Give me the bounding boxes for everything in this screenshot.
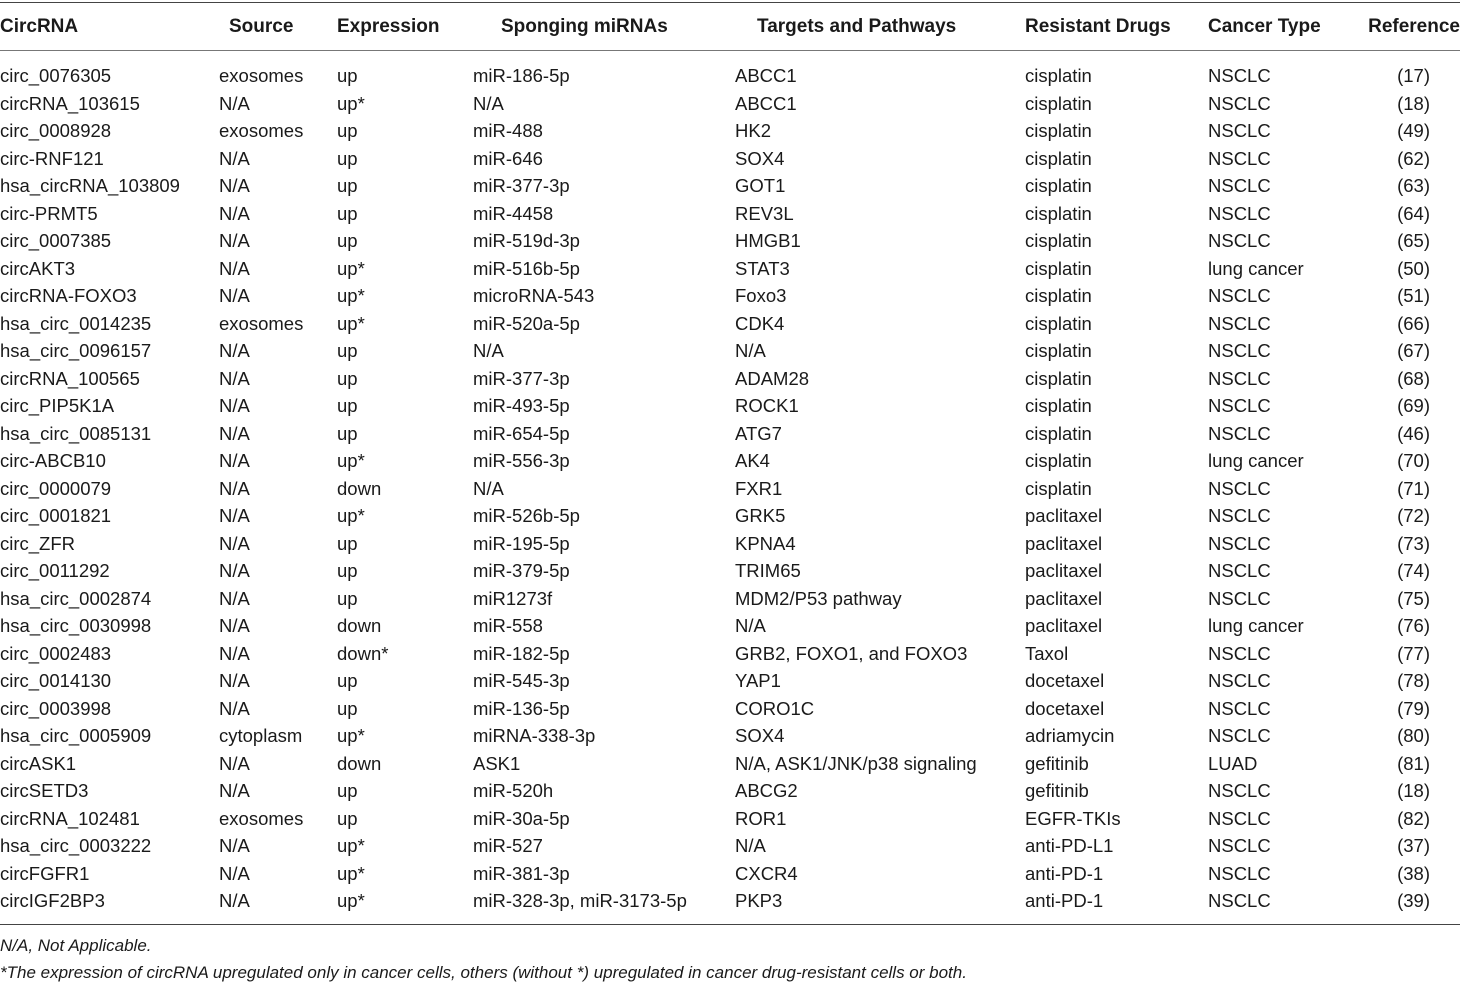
cell-reference: (81) xyxy=(1397,752,1430,774)
cell-reference: (68) xyxy=(1397,367,1430,389)
header-source: Source xyxy=(229,16,294,37)
cell-sponging-mirnas: miR-654-5p xyxy=(473,422,570,444)
cell-cancer-type: NSCLC xyxy=(1208,175,1271,196)
table-row xyxy=(0,145,1460,173)
cell-sponging-mirnas: N/A xyxy=(473,477,504,499)
cell-targets-pathways: STAT3 xyxy=(735,257,790,279)
cell-sponging-mirnas: miR-527 xyxy=(473,835,543,856)
table-row xyxy=(0,282,1460,310)
cell-expression: up xyxy=(337,670,358,691)
cell-reference: (69) xyxy=(1397,395,1430,416)
cell-reference: (17) xyxy=(1397,65,1430,86)
cell-source: N/A xyxy=(219,450,250,471)
cell-source: N/A xyxy=(219,752,250,774)
header-sponging-mirnas: Sponging miRNAs xyxy=(501,16,668,37)
table-row xyxy=(0,172,1460,200)
cell-targets-pathways: FXR1 xyxy=(735,477,783,499)
cell-sponging-mirnas: miR-558 xyxy=(473,615,543,636)
header-expression: Expression xyxy=(337,16,440,37)
cell-source: N/A xyxy=(219,890,250,911)
cell-expression: up* xyxy=(337,257,365,279)
cell-cancer-type: lung cancer xyxy=(1208,450,1304,471)
cell-resistant-drugs: Taxol xyxy=(1025,642,1069,664)
cell-sponging-mirnas: miR-493-5p xyxy=(473,395,570,416)
circrna-resistance-table xyxy=(0,6,1460,915)
cell-expression: up xyxy=(337,780,358,801)
table-row xyxy=(0,612,1460,640)
cell-source: N/A xyxy=(219,340,250,361)
cell-circrna: hsa_circ_0030998 xyxy=(0,615,152,636)
cell-cancer-type: NSCLC xyxy=(1208,65,1271,86)
table-footnotes xyxy=(0,932,967,986)
cell-source: N/A xyxy=(219,670,250,691)
cell-reference: (18) xyxy=(1397,780,1430,801)
cell-sponging-mirnas: miRNA-338-3p xyxy=(473,725,596,746)
cell-circrna: hsa_circRNA_103809 xyxy=(0,175,180,196)
cell-circrna: circ_0076305 xyxy=(0,65,112,86)
cell-expression: up xyxy=(337,65,358,86)
cell-resistant-drugs: cisplatin xyxy=(1025,312,1092,334)
cell-targets-pathways: Foxo3 xyxy=(735,285,787,306)
cell-circrna: circAKT3 xyxy=(0,257,76,279)
cell-resistant-drugs: docetaxel xyxy=(1025,670,1105,691)
table-row xyxy=(0,805,1460,833)
table-row xyxy=(0,255,1460,283)
table-row xyxy=(0,585,1460,613)
cell-circrna: circSETD3 xyxy=(0,780,89,801)
cell-reference: (49) xyxy=(1397,120,1430,141)
table-row xyxy=(0,117,1460,145)
cell-resistant-drugs: cisplatin xyxy=(1025,257,1092,279)
cell-cancer-type: NSCLC xyxy=(1208,642,1271,664)
cell-resistant-drugs: cisplatin xyxy=(1025,450,1092,471)
cell-targets-pathways: ABCC1 xyxy=(735,65,797,86)
cell-targets-pathways: MDM2/P53 pathway xyxy=(735,587,902,609)
cell-expression: up* xyxy=(337,450,365,471)
cell-resistant-drugs: anti-PD-L1 xyxy=(1025,835,1114,856)
table-row xyxy=(0,640,1460,668)
cell-cancer-type: NSCLC xyxy=(1208,725,1271,746)
cell-source: N/A xyxy=(219,477,250,499)
cell-targets-pathways: GRK5 xyxy=(735,505,786,526)
cell-expression: up xyxy=(337,147,358,169)
cell-circrna: circ_0008928 xyxy=(0,120,112,141)
cell-targets-pathways: REV3L xyxy=(735,202,794,224)
table-row xyxy=(0,365,1460,393)
cell-resistant-drugs: paclitaxel xyxy=(1025,560,1103,581)
cell-targets-pathways: AK4 xyxy=(735,450,770,471)
cell-source: N/A xyxy=(219,257,250,279)
cell-sponging-mirnas: miR-377-3p xyxy=(473,175,570,196)
header-targets-pathways: Targets and Pathways xyxy=(757,16,957,37)
cell-cancer-type: NSCLC xyxy=(1208,120,1271,141)
cell-reference: (18) xyxy=(1397,92,1430,114)
cell-sponging-mirnas: miR-379-5p xyxy=(473,560,570,581)
cell-sponging-mirnas: miR-195-5p xyxy=(473,532,570,554)
cell-cancer-type: NSCLC xyxy=(1208,807,1271,829)
cell-resistant-drugs: paclitaxel xyxy=(1025,532,1103,554)
cell-reference: (72) xyxy=(1397,505,1430,526)
cell-cancer-type: NSCLC xyxy=(1208,780,1271,801)
cell-source: exosomes xyxy=(219,120,304,141)
cell-expression: up* xyxy=(337,862,365,884)
cell-sponging-mirnas: miR-136-5p xyxy=(473,697,570,719)
cell-resistant-drugs: EGFR-TKIs xyxy=(1025,807,1121,829)
cell-resistant-drugs: adriamycin xyxy=(1025,725,1115,746)
cell-sponging-mirnas: miR-545-3p xyxy=(473,670,570,691)
cell-sponging-mirnas: miR-377-3p xyxy=(473,367,570,389)
cell-source: N/A xyxy=(219,780,250,801)
cell-source: exosomes xyxy=(219,65,304,86)
cell-reference: (64) xyxy=(1397,202,1430,224)
cell-circrna: hsa_circ_0003222 xyxy=(0,835,152,856)
cell-sponging-mirnas: miR-381-3p xyxy=(473,862,570,884)
cell-circrna: hsa_circ_0096157 xyxy=(0,340,152,361)
cell-targets-pathways: N/A xyxy=(735,615,766,636)
cell-source: N/A xyxy=(219,532,250,554)
cell-source: exosomes xyxy=(219,807,304,829)
cell-sponging-mirnas: miR1273f xyxy=(473,587,553,609)
table-top-rule xyxy=(0,2,1460,3)
cell-circrna: circ-RNF121 xyxy=(0,147,104,169)
cell-circrna: circFGFR1 xyxy=(0,862,90,884)
cell-targets-pathways: PKP3 xyxy=(735,890,783,911)
cell-expression: down xyxy=(337,615,382,636)
cell-sponging-mirnas: miR-519d-3p xyxy=(473,230,580,251)
cell-expression: up* xyxy=(337,835,365,856)
cell-circrna: circ_0001821 xyxy=(0,505,112,526)
cell-circrna: circ-PRMT5 xyxy=(0,202,98,224)
cell-expression: up xyxy=(337,367,358,389)
cell-cancer-type: NSCLC xyxy=(1208,835,1271,856)
cell-source: N/A xyxy=(219,175,250,196)
cell-reference: (80) xyxy=(1397,725,1430,746)
cell-targets-pathways: ABCG2 xyxy=(735,780,798,801)
cell-targets-pathways: N/A xyxy=(735,340,766,361)
cell-expression: up xyxy=(337,587,358,609)
table-row xyxy=(0,557,1460,585)
cell-cancer-type: NSCLC xyxy=(1208,340,1271,361)
cell-circrna: circ-ABCB10 xyxy=(0,450,106,471)
cell-circrna: hsa_circ_0002874 xyxy=(0,587,152,609)
table-row xyxy=(0,48,1460,90)
cell-cancer-type: lung cancer xyxy=(1208,257,1304,279)
cell-cancer-type: NSCLC xyxy=(1208,312,1271,334)
cell-source: N/A xyxy=(219,615,250,636)
cell-source: N/A xyxy=(219,835,250,856)
cell-resistant-drugs: anti-PD-1 xyxy=(1025,862,1104,884)
cell-targets-pathways: SOX4 xyxy=(735,147,785,169)
cell-resistant-drugs: cisplatin xyxy=(1025,422,1092,444)
table-row xyxy=(0,90,1460,118)
cell-sponging-mirnas: miR-182-5p xyxy=(473,642,570,664)
table-row xyxy=(0,695,1460,723)
cell-expression: up xyxy=(337,175,358,196)
cell-expression: up* xyxy=(337,92,365,114)
cell-resistant-drugs: paclitaxel xyxy=(1025,615,1103,636)
cell-resistant-drugs: gefitinib xyxy=(1025,752,1089,774)
cell-expression: up* xyxy=(337,725,365,746)
cell-sponging-mirnas: miR-520a-5p xyxy=(473,312,580,334)
cell-circrna: circ_0003998 xyxy=(0,697,112,719)
cell-reference: (51) xyxy=(1397,285,1430,306)
cell-reference: (71) xyxy=(1397,477,1430,499)
cell-expression: down xyxy=(337,477,382,499)
cell-cancer-type: NSCLC xyxy=(1208,422,1271,444)
header-resistant-drugs: Resistant Drugs xyxy=(1025,16,1171,37)
cell-resistant-drugs: cisplatin xyxy=(1025,147,1092,169)
cell-reference: (73) xyxy=(1397,532,1430,554)
cell-reference: (37) xyxy=(1397,835,1430,856)
footnote-na: N/A, Not Applicable. xyxy=(0,936,152,955)
cell-expression: up xyxy=(337,230,358,251)
footnote-asterisk: *The expression of circRNA upregulated only in cancer cells, others (without *) upregulated in cancer drug-resistant cells or both. xyxy=(0,963,967,982)
cell-expression: up xyxy=(337,560,358,581)
cell-targets-pathways: ATG7 xyxy=(735,422,782,444)
cell-sponging-mirnas: miR-646 xyxy=(473,147,543,169)
cell-sponging-mirnas: microRNA-543 xyxy=(473,285,595,306)
cell-reference: (39) xyxy=(1397,890,1430,911)
cell-source: N/A xyxy=(219,202,250,224)
cell-cancer-type: NSCLC xyxy=(1208,285,1271,306)
cell-expression: up* xyxy=(337,285,365,306)
cell-expression: up* xyxy=(337,312,365,334)
cell-expression: up xyxy=(337,340,358,361)
cell-circrna: hsa_circ_0085131 xyxy=(0,422,152,444)
cell-resistant-drugs: gefitinib xyxy=(1025,780,1089,801)
cell-resistant-drugs: anti-PD-1 xyxy=(1025,890,1104,911)
cell-reference: (63) xyxy=(1397,175,1430,196)
cell-resistant-drugs: cisplatin xyxy=(1025,175,1092,196)
cell-source: cytoplasm xyxy=(219,725,303,746)
cell-cancer-type: NSCLC xyxy=(1208,477,1271,499)
cell-source: N/A xyxy=(219,230,250,251)
cell-source: N/A xyxy=(219,505,250,526)
cell-sponging-mirnas: N/A xyxy=(473,340,504,361)
table-row xyxy=(0,750,1460,778)
table-row xyxy=(0,310,1460,338)
table-row xyxy=(0,722,1460,750)
cell-reference: (67) xyxy=(1397,340,1430,361)
cell-reference: (62) xyxy=(1397,147,1430,169)
cell-sponging-mirnas: miR-488 xyxy=(473,120,543,141)
cell-reference: (66) xyxy=(1397,312,1430,334)
cell-expression: up xyxy=(337,697,358,719)
cell-targets-pathways: HMGB1 xyxy=(735,230,801,251)
cell-resistant-drugs: cisplatin xyxy=(1025,340,1092,361)
cell-resistant-drugs: cisplatin xyxy=(1025,395,1092,416)
table-row xyxy=(0,887,1460,915)
cell-targets-pathways: N/A xyxy=(735,835,766,856)
header-cancer-type: Cancer Type xyxy=(1208,16,1321,37)
cell-source: N/A xyxy=(219,367,250,389)
cell-source: N/A xyxy=(219,697,250,719)
cell-cancer-type: NSCLC xyxy=(1208,890,1271,911)
cell-sponging-mirnas: miR-328-3p, miR-3173-5p xyxy=(473,890,687,911)
table-row xyxy=(0,447,1460,475)
cell-reference: (50) xyxy=(1397,257,1430,279)
cell-expression: up* xyxy=(337,890,365,911)
cell-sponging-mirnas: ASK1 xyxy=(473,752,521,774)
cell-circrna: circ_PIP5K1A xyxy=(0,395,115,416)
cell-circrna: hsa_circ_0014235 xyxy=(0,312,152,334)
cell-source: N/A xyxy=(219,642,250,664)
cell-targets-pathways: ROR1 xyxy=(735,807,787,829)
cell-resistant-drugs: cisplatin xyxy=(1025,230,1092,251)
cell-expression: up xyxy=(337,395,358,416)
cell-expression: up xyxy=(337,532,358,554)
table-row xyxy=(0,227,1460,255)
cell-reference: (77) xyxy=(1397,642,1430,664)
cell-cancer-type: NSCLC xyxy=(1208,532,1271,554)
cell-source: N/A xyxy=(219,587,250,609)
header-reference: Reference xyxy=(1368,16,1460,37)
cell-resistant-drugs: cisplatin xyxy=(1025,92,1092,114)
header-circrna: CircRNA xyxy=(0,16,79,37)
cell-resistant-drugs: paclitaxel xyxy=(1025,505,1103,526)
cell-targets-pathways: HK2 xyxy=(735,120,771,141)
cell-cancer-type: NSCLC xyxy=(1208,202,1271,224)
cell-reference: (74) xyxy=(1397,560,1430,581)
cell-cancer-type: NSCLC xyxy=(1208,670,1271,691)
cell-source: exosomes xyxy=(219,312,304,334)
cell-circrna: circIGF2BP3 xyxy=(0,890,105,911)
cell-targets-pathways: ABCC1 xyxy=(735,92,797,114)
cell-cancer-type: NSCLC xyxy=(1208,505,1271,526)
cell-targets-pathways: ROCK1 xyxy=(735,395,799,416)
cell-resistant-drugs: paclitaxel xyxy=(1025,587,1103,609)
cell-expression: up xyxy=(337,202,358,224)
table-row xyxy=(0,200,1460,228)
cell-circrna: circASK1 xyxy=(0,752,77,774)
table-row xyxy=(0,832,1460,860)
cell-targets-pathways: N/A, ASK1/JNK/p38 signaling xyxy=(735,752,977,774)
cell-sponging-mirnas: miR-30a-5p xyxy=(473,807,570,829)
cell-sponging-mirnas: miR-520h xyxy=(473,780,554,801)
cell-reference: (75) xyxy=(1397,587,1430,609)
table-row xyxy=(0,337,1460,365)
cell-resistant-drugs: cisplatin xyxy=(1025,65,1092,86)
cell-source: N/A xyxy=(219,147,250,169)
cell-source: N/A xyxy=(219,422,250,444)
cell-circrna: circ_0014130 xyxy=(0,670,112,691)
table-row xyxy=(0,475,1460,503)
cell-circrna: circRNA_102481 xyxy=(0,807,140,829)
cell-targets-pathways: TRIM65 xyxy=(735,560,801,581)
cell-source: N/A xyxy=(219,285,250,306)
cell-targets-pathways: GOT1 xyxy=(735,175,786,196)
table-row xyxy=(0,502,1460,530)
cell-source: N/A xyxy=(219,92,250,114)
cell-sponging-mirnas: N/A xyxy=(473,92,504,114)
cell-expression: down xyxy=(337,752,382,774)
cell-sponging-mirnas: miR-516b-5p xyxy=(473,257,580,279)
cell-sponging-mirnas: miR-4458 xyxy=(473,202,554,224)
cell-reference: (78) xyxy=(1397,670,1430,691)
cell-targets-pathways: CXCR4 xyxy=(735,862,798,884)
cell-reference: (46) xyxy=(1397,422,1430,444)
cell-reference: (79) xyxy=(1397,697,1430,719)
table-row xyxy=(0,777,1460,805)
cell-circrna: circ_0007385 xyxy=(0,230,112,251)
cell-expression: up xyxy=(337,807,358,829)
cell-sponging-mirnas: miR-526b-5p xyxy=(473,505,580,526)
cell-sponging-mirnas: miR-186-5p xyxy=(473,65,570,86)
cell-resistant-drugs: cisplatin xyxy=(1025,477,1092,499)
cell-expression: down* xyxy=(337,642,389,664)
cell-resistant-drugs: cisplatin xyxy=(1025,202,1092,224)
cell-circrna: circ_0011292 xyxy=(0,560,110,581)
cell-sponging-mirnas: miR-556-3p xyxy=(473,450,570,471)
cell-source: N/A xyxy=(219,560,250,581)
table-row xyxy=(0,392,1460,420)
cell-cancer-type: NSCLC xyxy=(1208,560,1271,581)
cell-cancer-type: NSCLC xyxy=(1208,587,1271,609)
cell-circrna: circ_0000079 xyxy=(0,477,112,499)
table-row xyxy=(0,530,1460,558)
cell-targets-pathways: YAP1 xyxy=(735,670,781,691)
cell-expression: up* xyxy=(337,505,365,526)
cell-targets-pathways: GRB2, FOXO1, and FOXO3 xyxy=(735,642,968,664)
cell-circrna: circRNA_100565 xyxy=(0,367,140,389)
cell-cancer-type: NSCLC xyxy=(1208,147,1271,169)
cell-source: N/A xyxy=(219,395,250,416)
cell-reference: (38) xyxy=(1397,862,1430,884)
table-bottom-rule xyxy=(0,924,1460,925)
cell-targets-pathways: SOX4 xyxy=(735,725,785,746)
table-row xyxy=(0,860,1460,888)
cell-reference: (82) xyxy=(1397,807,1430,829)
cell-expression: up xyxy=(337,120,358,141)
cell-cancer-type: NSCLC xyxy=(1208,230,1271,251)
cell-reference: (70) xyxy=(1397,450,1430,471)
cell-cancer-type: lung cancer xyxy=(1208,615,1304,636)
table-body xyxy=(0,48,1460,915)
cell-resistant-drugs: cisplatin xyxy=(1025,367,1092,389)
cell-cancer-type: LUAD xyxy=(1208,752,1258,774)
cell-cancer-type: NSCLC xyxy=(1208,862,1271,884)
cell-targets-pathways: CORO1C xyxy=(735,697,815,719)
cell-reference: (65) xyxy=(1397,230,1430,251)
cell-targets-pathways: CDK4 xyxy=(735,312,785,334)
cell-expression: up xyxy=(337,422,358,444)
cell-targets-pathways: KPNA4 xyxy=(735,532,796,554)
cell-targets-pathways: ADAM28 xyxy=(735,367,810,389)
cell-resistant-drugs: cisplatin xyxy=(1025,285,1092,306)
table-row xyxy=(0,420,1460,448)
cell-circrna: circ_0002483 xyxy=(0,642,112,664)
cell-cancer-type: NSCLC xyxy=(1208,367,1271,389)
cell-circrna: circRNA-FOXO3 xyxy=(0,285,137,306)
cell-circrna: circ_ZFR xyxy=(0,532,76,554)
cell-reference: (76) xyxy=(1397,615,1430,636)
cell-circrna: hsa_circ_0005909 xyxy=(0,725,152,746)
table-header-row xyxy=(0,6,1460,48)
cell-resistant-drugs: docetaxel xyxy=(1025,697,1105,719)
cell-resistant-drugs: cisplatin xyxy=(1025,120,1092,141)
cell-cancer-type: NSCLC xyxy=(1208,92,1271,114)
cell-circrna: circRNA_103615 xyxy=(0,92,140,114)
cell-cancer-type: NSCLC xyxy=(1208,395,1271,416)
cell-source: N/A xyxy=(219,862,250,884)
table-row xyxy=(0,667,1460,695)
cell-cancer-type: NSCLC xyxy=(1208,697,1271,719)
